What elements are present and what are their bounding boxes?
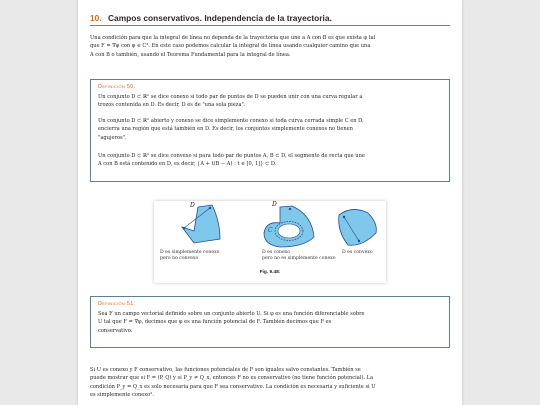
label-d-1: D (190, 202, 195, 209)
title-underline (90, 25, 450, 26)
def51-line2: U tal que F = ∇φ, decimos que φ es una función potencial de F. También decimos que F es (98, 319, 332, 326)
caption-3-line-1: D es convexo (342, 250, 373, 255)
caption-connected (262, 250, 336, 262)
figure-caption: Fig. 9.48: (259, 270, 281, 275)
def51-line3: conservativo. (98, 327, 133, 334)
figure-9-48 (154, 201, 386, 283)
closing-line-2: puede mostrar que si F = (P, Q) y si P_y ≠ Q_x, entonces F no es conservativo (no tiene función potencial). La (90, 375, 374, 382)
intro-line-1: Una condición para que la integral de línea no dependa de la trayectoria que une a A con B es que exista φ tal (90, 35, 376, 41)
section-title (90, 13, 450, 23)
def50-p3-line2: A con B está contenido en D, es decir, {A + t(B − A) : t ∈ [0, 1]} ⊂ D. (98, 161, 277, 168)
def50-p2-line1: Un conjunto D ⊂ ℝⁿ abierto y conexo se dice simplemente conexo si toda curva cerrada simple C en D, (98, 118, 364, 124)
caption-simply-connected (160, 250, 219, 262)
section-number: 10. (90, 13, 102, 23)
definition-51-box (90, 296, 450, 348)
def50-p2-line2: encierra una región que está también en D. Es decir, los conjuntos simplemente conexos no tienen (98, 126, 353, 133)
label-c: C (268, 227, 273, 234)
definition-50-convex (98, 152, 442, 169)
definition-51-heading: Definición 51. (98, 301, 136, 307)
caption-convex (342, 250, 373, 256)
closing-line-3: condición P_y = Q_x es solo necesaria para que F sea conservativo. La condición es necesaria y suficiente si U (90, 383, 376, 390)
intro-line-3: A con B o también, usando el Teorema Fundamental para la integral de línea. (90, 51, 291, 58)
caption-1-line-2: pero no convexo (160, 256, 199, 262)
document-page (78, 0, 462, 405)
def50-p1-line1: Un conjunto D ⊂ ℝⁿ se dice conexo si todo par de puntos de D se pueden unir con una curva regular a (98, 94, 363, 100)
label-d-2: D (272, 201, 277, 208)
point-top (289, 208, 291, 210)
caption-2-line-1: D es conexo (262, 250, 291, 255)
intro-paragraph (90, 34, 450, 59)
def50-p3-line1: Un conjunto D ⊂ ℝⁿ se dice convexo si para todo par de puntos A, B ⊂ D, el segmento de recta que une (98, 153, 365, 159)
caption-1-line-1: D es simplemente conexo (160, 250, 220, 255)
closing-line-1: Si U es conexo y F conservativo, las funciones potenciales de F son iguales salvo constantes. También se (90, 367, 361, 373)
definition-50-connected (98, 93, 442, 110)
definition-50-heading: Definición 50. (98, 84, 136, 90)
convex-region (339, 209, 377, 245)
def50-p2-line3: "agujeros". (98, 134, 127, 141)
closing-paragraph (90, 366, 450, 399)
section-heading: Campos conservativos. Independencia de la trayectoria. (107, 13, 332, 23)
definition-51-text (98, 310, 442, 335)
intro-line-2: que F = ∇φ con φ ∈ C². En este caso podemos calcular la integral de línea usando cualquier camino que una (90, 43, 371, 50)
definition-50-simply-connected (98, 117, 442, 142)
hole (278, 224, 300, 238)
caption-2-line-2: pero no es simplemente conexo (262, 256, 336, 262)
def50-p1-line2: trozos contenida en D. Es decir, D es de "una sola pieza". (98, 102, 246, 109)
simply-connected-region (182, 205, 220, 243)
definition-50-box (90, 79, 450, 182)
def51-line1: Sea F un campo vectorial definido sobre un conjunto abierto U. Si φ es una función diferenciable sobre (98, 311, 365, 317)
closing-line-4: es simplemente conexo². (90, 391, 154, 398)
